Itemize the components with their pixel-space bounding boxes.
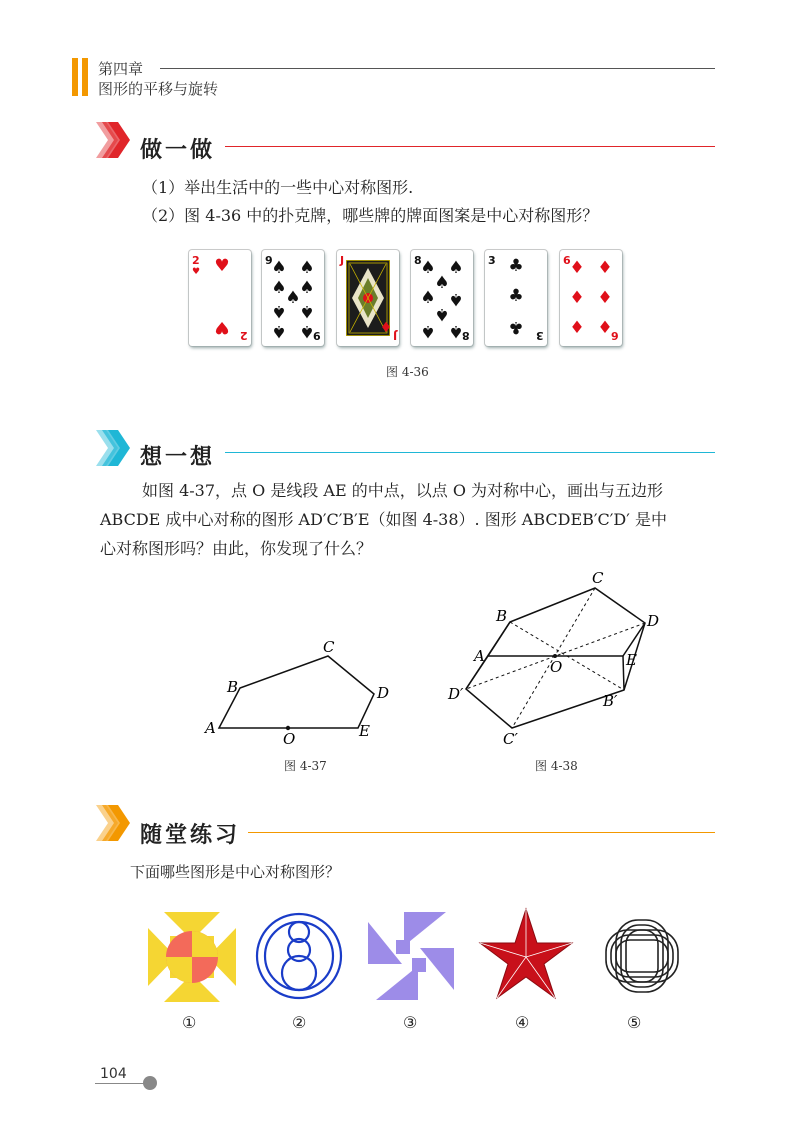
figure-5-knot xyxy=(596,910,688,1002)
playing-card-jack-diamonds xyxy=(337,250,399,346)
figure-2-circles xyxy=(255,910,343,1002)
figure-caption: 图 4-38 xyxy=(535,759,578,773)
vertex-label: O xyxy=(283,730,296,748)
vertex-label: B′ xyxy=(603,692,618,710)
card-rank: 3 xyxy=(488,254,496,267)
chevron-orange-icon xyxy=(92,803,134,843)
spade-icon: ♠ xyxy=(434,273,450,293)
spade-icon: ♠ xyxy=(420,258,436,278)
vertex-label: O xyxy=(550,658,563,676)
heart-icon: ♥ xyxy=(214,256,230,276)
chapter-title: 图形的平移与旋转 xyxy=(98,80,219,98)
playing-card-6-diamonds xyxy=(560,250,622,346)
diamond-icon: ♦ xyxy=(569,258,585,278)
figure-4-star xyxy=(478,905,574,1001)
card-rank: 8 xyxy=(462,329,470,342)
playing-card-9-spades xyxy=(262,250,324,346)
figure-label: ⑤ xyxy=(627,1013,642,1032)
section-title-practice: 随堂练习 xyxy=(140,822,241,848)
card-rank: 6 xyxy=(611,329,619,342)
figure-3-purple-pinwheel xyxy=(366,910,456,1002)
page-number-rule xyxy=(95,1083,147,1084)
spade-icon: ♠ xyxy=(434,304,450,324)
figure-label: ④ xyxy=(515,1013,530,1032)
chevron-red-icon xyxy=(92,120,134,160)
spade-icon: ♠ xyxy=(299,301,315,321)
playing-card-8-spades xyxy=(411,250,473,346)
diamond-icon: ♦ xyxy=(597,288,613,308)
club-icon: ♣ xyxy=(508,286,524,306)
figure-4-38-symmetric-figure xyxy=(440,568,680,753)
figure-4-37-pentagon xyxy=(195,630,415,750)
card-rank: 9 xyxy=(265,254,273,267)
diamond-icon: ♦ xyxy=(597,258,613,278)
diamond-icon: ♦ xyxy=(379,320,393,336)
vertex-label: C xyxy=(323,638,335,656)
vertex-label: D xyxy=(647,612,660,630)
card-rank: 6 xyxy=(563,254,571,267)
chapter-accent-bar xyxy=(72,58,78,96)
club-icon: ♣ xyxy=(508,317,524,337)
vertex-label: E xyxy=(626,651,637,669)
card-rank: J xyxy=(392,329,397,342)
section-rule xyxy=(225,146,715,147)
diamond-icon: ♦ xyxy=(569,318,585,338)
spade-icon: ♠ xyxy=(448,289,464,309)
playing-card-3-clubs xyxy=(485,250,547,346)
club-icon: ♣ xyxy=(508,256,524,276)
vertex-label: E xyxy=(359,722,370,740)
paragraph-line: 心对称图形吗？由此，你发现了什么？ xyxy=(100,539,373,558)
paragraph-line: ABCDE 成中心对称的图形 AD′C′B′E（如图 4-38）. 图形 ABCDEB′C′D′ 是中 xyxy=(100,510,667,529)
vertex-label: C xyxy=(592,569,604,587)
vertex-label: B xyxy=(496,607,508,625)
figure-label: ③ xyxy=(403,1013,418,1032)
section-rule xyxy=(225,452,715,453)
section-title-try: 做一做 xyxy=(140,137,216,163)
card-rank: 3 xyxy=(536,329,544,342)
heart-icon: ♥ xyxy=(214,317,230,337)
vertex-label: C′ xyxy=(503,730,518,748)
spade-icon: ♠ xyxy=(271,301,287,321)
page-dot-icon xyxy=(143,1076,157,1090)
question-1: （1）举出生活中的一些中心对称图形. xyxy=(142,178,414,197)
spade-icon: ♠ xyxy=(420,321,436,341)
figure-1-pinwheel xyxy=(146,910,238,1004)
vertex-label: A xyxy=(205,719,216,737)
figure-caption: 图 4-37 xyxy=(284,759,327,773)
spade-icon: ♠ xyxy=(271,278,287,298)
header-rule xyxy=(160,68,715,69)
page-number: 104 xyxy=(100,1066,127,1082)
card-rank: 2 xyxy=(192,254,200,267)
spade-icon: ♠ xyxy=(271,258,287,278)
paragraph-line: 如图 4-37，点 O 是线段 AE 的中点，以点 O 为对称中心，画出与五边形 xyxy=(142,481,664,500)
vertex-label: D xyxy=(377,684,390,702)
spade-icon: ♠ xyxy=(448,258,464,278)
vertex-label: B xyxy=(227,678,239,696)
spade-icon: ♠ xyxy=(271,321,287,341)
card-rank: 2 xyxy=(240,329,248,342)
chevron-cyan-icon xyxy=(92,428,134,468)
figure-label: ② xyxy=(292,1013,307,1032)
heart-icon: ♥ xyxy=(191,267,201,277)
question-2: （2）图 4-36 中的扑克牌，哪些牌的牌面图案是中心对称图形？ xyxy=(142,206,599,225)
card-rank: 9 xyxy=(313,329,321,342)
spade-icon: ♠ xyxy=(299,278,315,298)
section-rule xyxy=(248,832,715,833)
chapter-number: 第四章 xyxy=(98,60,144,78)
diamond-icon: ♦ xyxy=(569,288,585,308)
figure-label: ① xyxy=(182,1013,197,1032)
spade-icon: ♠ xyxy=(299,321,315,341)
card-rank: J xyxy=(340,254,345,267)
figure-caption: 图 4-36 xyxy=(386,365,429,379)
spade-icon: ♠ xyxy=(420,288,436,308)
spade-icon: ♠ xyxy=(448,321,464,341)
vertex-label: D′ xyxy=(448,685,464,703)
playing-card-2-hearts xyxy=(189,250,251,346)
spade-icon: ♠ xyxy=(299,258,315,278)
chapter-accent-bar xyxy=(82,58,88,96)
practice-question: 下面哪些图形是中心对称图形？ xyxy=(130,863,341,881)
spade-icon: ♠ xyxy=(285,288,301,308)
section-title-think: 想一想 xyxy=(140,444,216,470)
card-rank: 8 xyxy=(414,254,422,267)
diamond-icon: ♦ xyxy=(597,318,613,338)
vertex-label: A xyxy=(474,647,485,665)
